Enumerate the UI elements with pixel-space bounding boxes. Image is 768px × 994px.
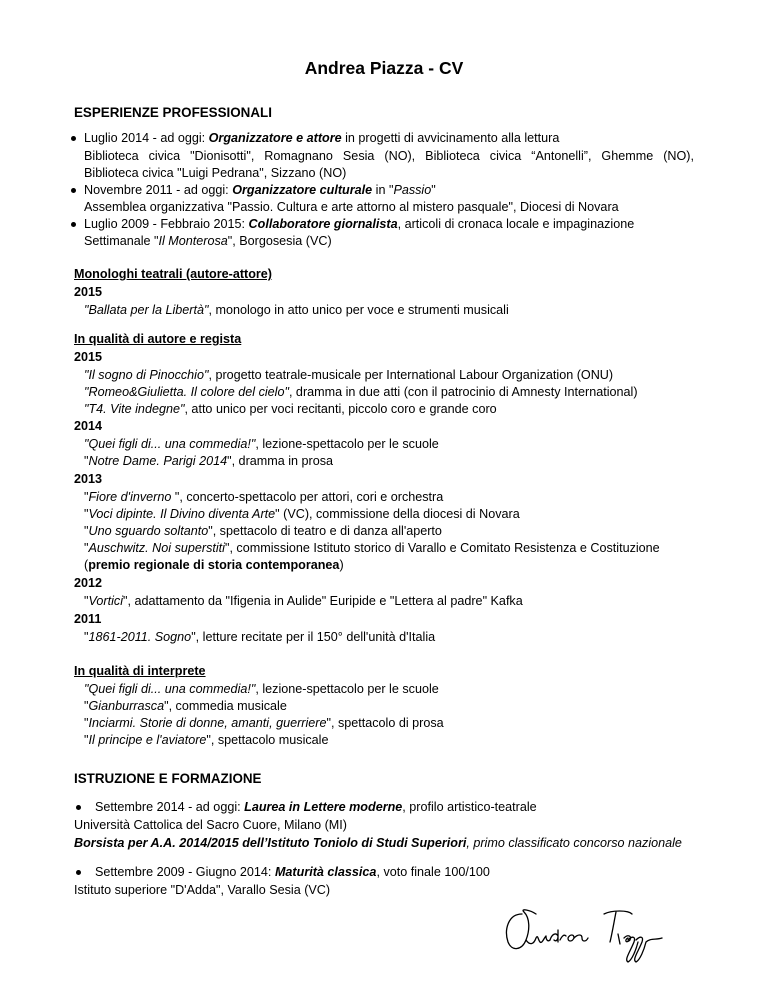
section-heading-performer: In qualità di interprete xyxy=(74,664,206,678)
list-item: "Romeo&Giulietta. Il colore del cielo", dramma in due atti (con il patrocinio di Amnesty International) xyxy=(84,385,638,399)
list-item-place: Istituto superiore "D'Adda", Varallo Sesia (VC) xyxy=(74,883,331,897)
list-item-place: Biblioteca civica "Luigi Pedrana", Sizzano (NO) xyxy=(84,166,347,180)
list-item-text: Luglio 2014 - ad oggi: Organizzatore e attore in progetti di avvicinamento alla lettura xyxy=(84,131,560,145)
year-label: 2011 xyxy=(74,612,102,626)
bullet-icon xyxy=(76,805,81,810)
list-item: "Fiore d'inverno ", concerto-spettacolo per attori, cori e orchestra xyxy=(84,490,444,504)
list-item: "Il sogno di Pinocchio", progetto teatrale-musicale per International Labour Organization (ONU) xyxy=(84,368,614,382)
list-item: "Quei figli di... una commedia!", lezione-spettacolo per le scuole xyxy=(84,682,439,696)
list-item-text: Settembre 2009 - Giugno 2014: Maturità classica, voto finale 100/100 xyxy=(95,865,490,879)
year-label: 2013 xyxy=(74,472,103,486)
list-item: "Gianburrasca", commedia musicale xyxy=(84,699,287,713)
year-label: 2014 xyxy=(74,419,103,433)
list-item-place: Assemblea organizzativa "Passio. Cultura e arte attorno al mistero pasquale", Diocesi di Novara xyxy=(84,200,619,214)
section-heading-education: ISTRUZIONE E FORMAZIONE xyxy=(74,771,262,786)
list-item-text: Settembre 2014 - ad oggi: Laurea in Lettere moderne, profilo artistico-teatrale xyxy=(95,800,537,814)
list-item: "Vortici", adattamento da "Ifigenia in Aulide" Euripide e "Lettera al padre" Kafka xyxy=(84,594,523,608)
signature xyxy=(500,900,670,973)
list-item: "Notre Dame. Parigi 2014", dramma in prosa xyxy=(84,454,334,468)
list-item-text: Luglio 2009 - Febbraio 2015: Collaboratore giornalista, articoli di cronaca locale e impaginazione xyxy=(84,217,635,231)
list-item: "Il principe e l'aviatore", spettacolo musicale xyxy=(84,733,329,747)
bullet-icon xyxy=(71,188,76,193)
list-item: "Inciarmi. Storie di donne, amanti, guerriere", spettacolo di prosa xyxy=(84,716,444,730)
list-item: "Ballata per la Libertà", monologo in atto unico per voce e strumenti musicali xyxy=(84,303,509,317)
year-label: 2012 xyxy=(74,576,103,590)
year-label: 2015 xyxy=(74,285,103,299)
list-item: "T4. Vite indegne", atto unico per voci recitanti, piccolo coro e grande coro xyxy=(84,402,497,416)
list-item: "Voci dipinte. Il Divino diventa Arte" (VC), commissione della diocesi di Novara xyxy=(84,507,520,521)
list-item: "Auschwitz. Noi superstiti", commissione Istituto storico di Varallo e Comitato Resistenza e Costituzione xyxy=(84,541,660,555)
list-item: "Quei figli di... una commedia!", lezione-spettacolo per le scuole xyxy=(84,437,439,451)
list-item-place: Settimanale "Il Monterosa", Borgosesia (VC) xyxy=(84,234,332,248)
bullet-icon xyxy=(71,136,76,141)
list-item: "1861-2011. Sogno", letture recitate per il 150° dell'unità d'Italia xyxy=(84,630,436,644)
list-item-place: Biblioteca civica "Dionisotti", Romagnano Sesia (NO), Biblioteca civica “Antonelli”, Ghemme (NO), xyxy=(84,149,694,163)
list-item-place: Università Cattolica del Sacro Cuore, Milano (MI) xyxy=(74,818,347,832)
section-heading-experience: ESPERIENZE PROFESSIONALI xyxy=(74,105,272,120)
page-title: Andrea Piazza - CV xyxy=(304,58,464,78)
bullet-icon xyxy=(71,222,76,227)
list-item-text: Novembre 2011 - ad oggi: Organizzatore culturale in "Passio" xyxy=(84,183,436,197)
section-heading-monologues: Monologhi teatrali (autore-attore) xyxy=(74,267,273,281)
list-item: "Uno sguardo soltanto", spettacolo di teatro e di danza all'aperto xyxy=(84,524,442,538)
year-label: 2015 xyxy=(74,350,103,364)
bullet-icon xyxy=(76,870,81,875)
list-item-note: Borsista per A.A. 2014/2015 dell’Istituto Toniolo di Studi Superiori, primo classificato concorso nazionale xyxy=(74,836,682,850)
list-item: (premio regionale di storia contemporanea) xyxy=(84,558,344,572)
section-heading-author: In qualità di autore e regista xyxy=(74,332,242,346)
